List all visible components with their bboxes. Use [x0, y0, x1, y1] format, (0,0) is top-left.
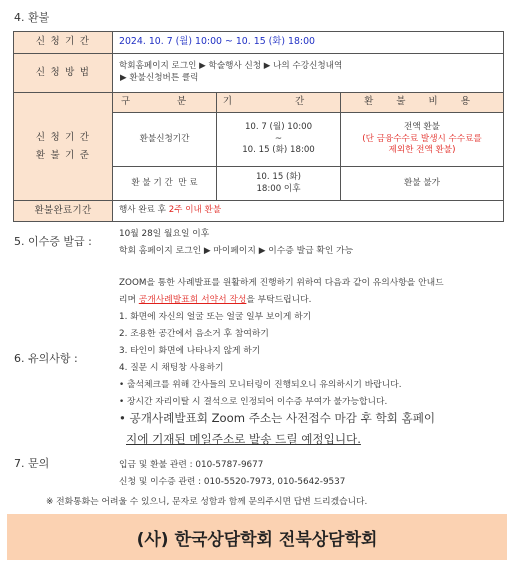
complete-red: 2주 이내 환불	[168, 205, 222, 216]
row1-period-start: 10. 7 (월) 10:00	[244, 122, 313, 133]
contact-certificate: 신청 및 이수증 관련 : 010-5520-7973, 010-5642-9537	[119, 477, 346, 487]
contact-refund: 입금 및 환불 관련 : 010-5787-9677	[119, 460, 264, 470]
row1-period-end: 10. 15 (화) 18:00	[242, 145, 315, 156]
criteria-label	[14, 93, 113, 201]
notes-item-2: 2. 조용한 공간에서 음소거 후 참여하기	[119, 329, 269, 339]
method-line-2: ▶ 환불신청버튼 클릭	[120, 73, 199, 83]
row1-cost-main: 전액 환불	[404, 122, 440, 133]
organization-banner: (사) 한국상담학회 전북상담학회	[7, 514, 507, 560]
complete-pre: 행사 완료 후	[119, 205, 169, 216]
row2-period	[217, 167, 341, 201]
notes-zoom-notice-2: 지에 기재된 메일주소로 발송 드릴 예정입니다.	[126, 432, 361, 446]
row2-type: 환 불 기 간 만 료	[113, 167, 217, 201]
certificate-date: 10월 28일 월요일 이후	[119, 229, 210, 239]
criteria-label-2: 환 불 기 준	[35, 149, 91, 161]
notes-intro-2-post: 을 부탁드립니다.	[246, 295, 312, 305]
notes-item-4: 4. 질문 시 채팅창 사용하기	[119, 363, 224, 373]
row1-period	[217, 113, 341, 167]
period-label: 신 청 기 간	[14, 32, 113, 54]
contact-note: ※ 전화통화는 어려울 수 있으니, 문자로 성함과 함께 문의주시면 답변 드리겠습니다.	[46, 497, 368, 507]
header-cost: 환 불 비 용	[341, 93, 504, 113]
certificate-title: 5. 이수증 발급 :	[14, 235, 92, 248]
row1-cost	[341, 113, 504, 167]
refund-table	[13, 31, 504, 222]
notes-bullet-1: • 출석체크를 위해 간사들의 모니터링이 진행되오니 유의하시기 바랍니다.	[119, 380, 402, 390]
criteria-label-1: 신 청 기 간	[35, 132, 91, 144]
notes-bullet-2: • 장시간 자리이탈 시 결석으로 인정되어 이수증 부여가 불가능합니다.	[119, 397, 388, 407]
period-value: 2024. 10. 7 (월) 10:00 ~ 10. 15 (화) 18:00	[113, 32, 504, 54]
notes-title: 6. 유의사항 :	[14, 352, 78, 365]
refund-section-title: 4. 환불	[14, 11, 50, 24]
header-type: 구 분	[113, 93, 217, 113]
contact-title: 7. 문의	[14, 457, 50, 470]
notes-intro-1: ZOOM을 통한 사례발표를 원활하게 진행하기 위하여 다음과 같이 유의사항을 안내드	[119, 278, 444, 288]
row2-cost: 환불 불가	[341, 167, 504, 201]
method-line-1: 학회홈페이지 로그인 ▶ 학술행사 신청 ▶ 나의 수강신청내역	[119, 61, 343, 72]
pledge-link-text: 공개사례발표회 서약서 작성	[138, 295, 247, 305]
notes-item-3: 3. 타인이 화면에 나타나지 않게 하기	[119, 346, 261, 356]
row2-period-date: 10. 15 (화)	[255, 171, 302, 182]
method-value	[113, 54, 504, 93]
notes-intro-2-pre: 리며	[119, 295, 139, 305]
row1-period-sep: ~	[274, 133, 283, 144]
certificate-path: 학회 홈페이지 로그인 ▶ 마이페이지 ▶ 이수증 발급 확인 가능	[119, 246, 354, 256]
row2-period-time: 18:00 이후	[256, 183, 301, 194]
row1-type: 환불신청기간	[113, 113, 217, 167]
row1-cost-note-1: (단 금융수수료 발생시 수수료를	[362, 133, 482, 144]
method-label: 신 청 방 법	[14, 54, 113, 93]
notes-zoom-notice-1: • 공개사례발표회 Zoom 주소는 사전접수 마감 후 학회 홈페이	[119, 411, 436, 425]
complete-value	[113, 201, 504, 222]
notes-intro-2	[119, 292, 311, 305]
complete-label: 환불완료기간	[14, 201, 113, 222]
row1-cost-note-2: 제외한 전액 환불)	[388, 145, 456, 156]
notes-item-1: 1. 화면에 자신의 얼굴 또는 얼굴 일부 보이게 하기	[119, 312, 312, 322]
header-period: 기 간	[217, 93, 341, 113]
